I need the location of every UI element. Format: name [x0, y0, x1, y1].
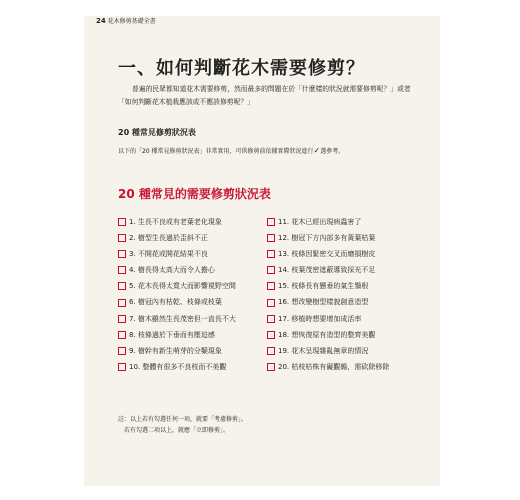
- checklist-item[interactable]: 19. 花木呈現雜亂無章的情況: [267, 343, 417, 359]
- checkbox-icon[interactable]: [267, 282, 275, 290]
- footnote: [118, 414, 247, 436]
- checkbox-icon[interactable]: [267, 315, 275, 323]
- footnote-line-1: 註：以上若有勾選任何一項，就要「考慮修剪」。: [118, 416, 248, 423]
- checklist-item[interactable]: 17. 移植時想要增加成活率: [267, 311, 417, 327]
- description-text-start: 以下的「20 種常見修剪狀況表」非常實用，可供修剪前依據實際狀況進行: [118, 148, 314, 155]
- checklist-item[interactable]: 9. 樹幹有新生萌芽的分櫱現象: [118, 343, 258, 359]
- checklist-item[interactable]: 6. 樹冠內有枯乾、枝條或枝葉: [118, 294, 258, 310]
- page-header: [96, 16, 156, 25]
- checkbox-icon[interactable]: [118, 331, 126, 339]
- book-title: 花木修剪基礎全書: [107, 18, 156, 25]
- checklist-item[interactable]: 4. 樹長得太高大而令人擔心: [118, 262, 258, 278]
- section-subheading: 20 種常見修剪狀況表: [118, 128, 196, 137]
- checkbox-icon[interactable]: [267, 331, 275, 339]
- checkbox-icon[interactable]: [118, 218, 126, 226]
- checklist-item[interactable]: 2. 樹型生長過於歪斜不正: [118, 230, 258, 246]
- checkbox-icon[interactable]: [267, 218, 275, 226]
- checklist-left-column: [118, 214, 258, 375]
- page-number: 24: [96, 17, 106, 25]
- section-description: [118, 146, 344, 155]
- checklist-item[interactable]: 12. 樹冠下方內部多有黃葉枯葉: [267, 230, 417, 246]
- intro-paragraph: 普遍的民眾都知道花木需要修剪，然而最多的問題在於「什麼樣的狀況就需要修剪呢？」或者「如何判斷花木植栽應該或不應該修剪呢？」: [118, 85, 411, 106]
- checkbox-icon[interactable]: [267, 347, 275, 355]
- checklist-item[interactable]: 11. 花木已經出現病蟲害了: [267, 214, 417, 230]
- checkbox-icon[interactable]: [118, 234, 126, 242]
- checkbox-icon[interactable]: [118, 250, 126, 258]
- checkbox-icon[interactable]: [267, 234, 275, 242]
- checklist-item[interactable]: 15. 枝條長有懸垂的氣生鬚根: [267, 278, 417, 294]
- checkbox-icon[interactable]: [118, 299, 126, 307]
- description-text-end: 選參考。: [320, 148, 345, 155]
- check-mark-icon: ✓: [313, 146, 321, 155]
- checkbox-icon[interactable]: [118, 266, 126, 274]
- checkbox-icon[interactable]: [118, 363, 126, 371]
- checkbox-icon[interactable]: [267, 266, 275, 274]
- checkbox-icon[interactable]: [267, 250, 275, 258]
- checkbox-icon[interactable]: [267, 299, 275, 307]
- checklist-item[interactable]: 7. 樹木雖然生長茂密但一直長不大: [118, 311, 258, 327]
- checklist-item[interactable]: 8. 枝條過於下垂而有壓迫感: [118, 327, 258, 343]
- checklist-item[interactable]: 13. 枝條因緊密交叉而磨損樹皮: [267, 246, 417, 262]
- checkbox-icon[interactable]: [118, 347, 126, 355]
- checklist-item[interactable]: 1. 生長不良或有老葉老化現象: [118, 214, 258, 230]
- footnote-line-2: 若有勾選二項以上，就應「立即修剪」。: [124, 427, 230, 434]
- checklist-right-column: [267, 214, 417, 375]
- checklist-item[interactable]: 5. 花木長得太寬大而影響視野空間: [118, 278, 258, 294]
- checklist-item[interactable]: 16. 想改變樹型樣貌創意造型: [267, 294, 417, 310]
- checkbox-icon[interactable]: [118, 315, 126, 323]
- checkbox-icon[interactable]: [118, 282, 126, 290]
- checklist-item[interactable]: 10. 整體有很多不良枝而不美觀: [118, 359, 258, 375]
- checklist-item[interactable]: 18. 想恢復原有造型的整齊美觀: [267, 327, 417, 343]
- checkbox-icon[interactable]: [267, 363, 275, 371]
- checklist-item[interactable]: 3. 不開花或開花結果不良: [118, 246, 258, 262]
- checklist-item[interactable]: 14. 枝葉茂密遮蔽導致採光不足: [267, 262, 417, 278]
- checklist-title: 20 種常見的需要修剪狀況表: [118, 187, 271, 201]
- checklist-item[interactable]: 20. 枯枝枯株有礙觀瞻，需砍除移除: [267, 359, 417, 375]
- page-title: 一、如何判斷花木需要修剪？: [118, 58, 365, 79]
